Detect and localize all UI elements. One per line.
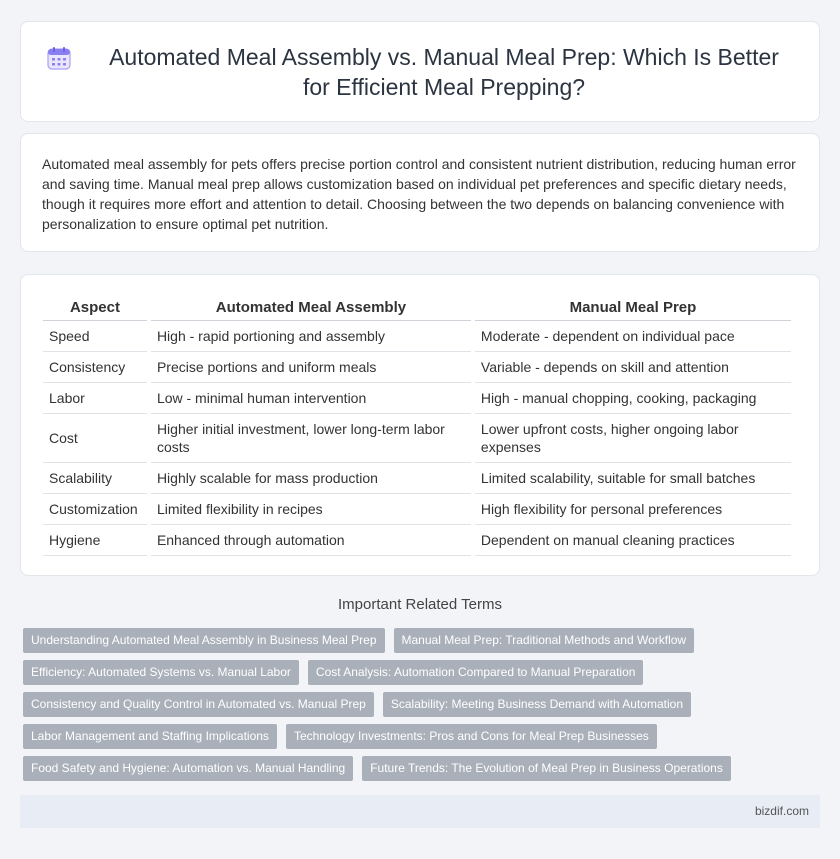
comparison-table [39,297,795,556]
related-term-link[interactable]: Future Trends: The Evolution of Meal Prep in Business Operations [362,756,731,781]
cell-aspect: Speed [43,321,147,352]
related-term-link[interactable]: Consistency and Quality Control in Automated vs. Manual Prep [23,692,374,717]
term-row [23,628,823,653]
cell-automated: Precise portions and uniform meals [151,352,471,383]
cell-aspect: Customization [43,494,147,525]
related-term-link[interactable]: Cost Analysis: Automation Compared to Manual Preparation [308,660,644,685]
table-row [43,525,791,556]
related-term-link[interactable]: Food Safety and Hygiene: Automation vs. Manual Handling [23,756,353,781]
cell-manual: Limited scalability, suitable for small batches [475,463,791,494]
calendar-icon [46,45,72,71]
cell-manual: High - manual chopping, cooking, packaging [475,383,791,414]
related-term-link[interactable]: Technology Investments: Pros and Cons for Meal Prep Businesses [286,724,657,749]
cell-aspect: Cost [43,414,147,463]
related-term-link[interactable]: Understanding Automated Meal Assembly in Business Meal Prep [23,628,385,653]
cell-automated: Limited flexibility in recipes [151,494,471,525]
table-row [43,321,791,352]
header-automated: Automated Meal Assembly [151,297,471,321]
title-row [21,22,819,121]
summary-card [20,133,820,252]
cell-manual: High flexibility for personal preferences [475,494,791,525]
table-row [43,463,791,494]
table-row [43,383,791,414]
term-row [23,692,823,717]
title-card [20,21,820,122]
comparison-table-card [20,274,820,576]
related-term-link[interactable]: Efficiency: Automated Systems vs. Manual Labor [23,660,299,685]
cell-aspect: Hygiene [43,525,147,556]
footer [20,795,820,828]
header-manual: Manual Meal Prep [475,297,791,321]
cell-manual: Dependent on manual cleaning practices [475,525,791,556]
cell-automated: Higher initial investment, lower long-term labor costs [151,414,471,463]
footer-site-link[interactable]: bizdif.com [754,804,809,818]
term-row [23,756,823,781]
related-term-link[interactable]: Scalability: Meeting Business Demand with Automation [383,692,691,717]
term-row [23,724,823,749]
page-title: Automated Meal Assembly vs. Manual Meal Prep: Which Is Better for Efficient Meal Prepping? [109,43,779,100]
table-row [43,414,791,463]
cell-automated: Low - minimal human intervention [151,383,471,414]
cell-aspect: Labor [43,383,147,414]
cell-manual: Lower upfront costs, higher ongoing labor expenses [475,414,791,463]
header-aspect: Aspect [43,297,147,321]
cell-aspect: Scalability [43,463,147,494]
summary-text: Automated meal assembly for pets offers precise portion control and consistent nutrient distribution, reducing human error and saving time. Manual meal prep allows customization based on individual pet preferences and specific dietary needs, though it requires more effort and attention to detail. Choosing between the two depends on balancing convenience with personalization to ensure optimal pet nutrition. [42,156,796,232]
related-term-link[interactable]: Labor Management and Staffing Implications [23,724,277,749]
cell-manual: Moderate - dependent on individual pace [475,321,791,352]
table-header-row [43,297,791,321]
related-terms-heading: Important Related Terms [338,596,502,613]
table-row [43,494,791,525]
cell-aspect: Consistency [43,352,147,383]
table-row [43,352,791,383]
cell-automated: High - rapid portioning and assembly [151,321,471,352]
term-row [23,660,823,685]
cell-manual: Variable - depends on skill and attention [475,352,791,383]
related-term-link[interactable]: Manual Meal Prep: Traditional Methods and Workflow [394,628,695,653]
related-terms-list [23,628,823,788]
cell-automated: Highly scalable for mass production [151,463,471,494]
cell-automated: Enhanced through automation [151,525,471,556]
